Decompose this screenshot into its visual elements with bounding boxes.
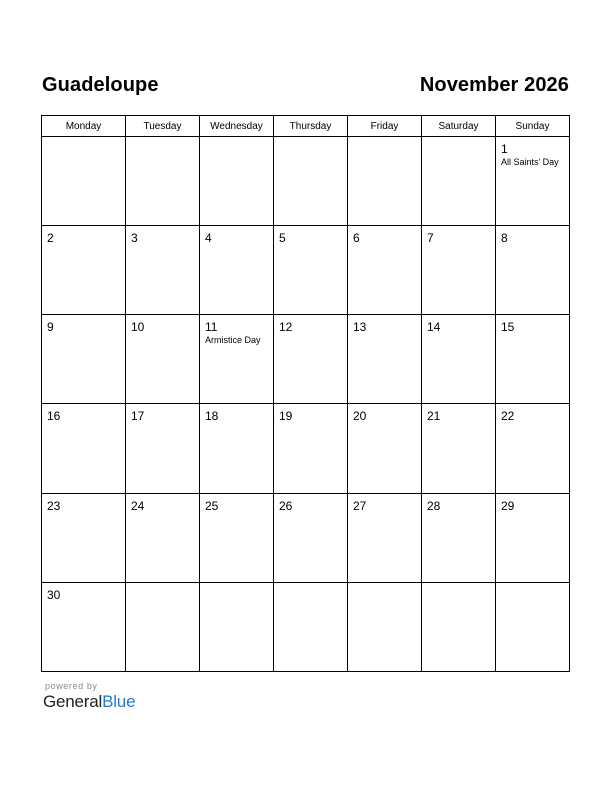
day-number: 22 xyxy=(501,409,515,424)
day-cell xyxy=(126,315,200,404)
day-cell xyxy=(422,226,496,315)
empty-day-cell xyxy=(126,582,200,671)
weekday-label: Tuesday xyxy=(126,116,200,137)
day-number: 25 xyxy=(205,498,219,513)
month-title: November 2026 xyxy=(419,73,569,96)
calendar-weeks xyxy=(42,137,570,672)
day-cell xyxy=(126,404,200,493)
day-cell xyxy=(496,137,570,226)
day-number: 5 xyxy=(279,231,286,246)
day-number: 13 xyxy=(353,320,367,335)
day-number: 10 xyxy=(131,320,145,335)
weekday-label: Thursday xyxy=(274,116,348,137)
day-number: 20 xyxy=(353,409,367,424)
empty-day-cell xyxy=(126,137,200,226)
day-number: 2 xyxy=(47,231,54,246)
day-cell xyxy=(126,226,200,315)
day-cell xyxy=(496,226,570,315)
day-cell xyxy=(274,315,348,404)
day-number: 6 xyxy=(353,231,360,246)
empty-day-cell xyxy=(274,582,348,671)
calendar-header xyxy=(42,70,569,100)
day-number: 26 xyxy=(279,498,293,513)
day-number: 9 xyxy=(47,320,54,335)
day-cell xyxy=(422,315,496,404)
empty-day-cell xyxy=(42,137,126,226)
month-calendar-grid xyxy=(41,115,570,672)
brand-blue-text: Blue xyxy=(102,692,136,711)
day-number: 19 xyxy=(279,409,293,424)
day-cell xyxy=(42,582,126,671)
holiday-label: All Saints’ Day xyxy=(501,157,559,167)
week-row xyxy=(42,315,570,404)
day-cell xyxy=(274,493,348,582)
weekday-label: Sunday xyxy=(496,116,570,137)
weekday-label: Saturday xyxy=(422,116,496,137)
holiday-label: Armistice Day xyxy=(205,335,261,346)
day-number: 8 xyxy=(501,231,508,246)
weekday-label: Wednesday xyxy=(200,116,274,137)
day-number: 11 xyxy=(205,320,218,335)
empty-day-cell xyxy=(200,582,274,671)
footer-branding xyxy=(43,681,135,712)
day-number: 24 xyxy=(131,498,145,513)
day-number: 28 xyxy=(427,498,441,513)
day-cell xyxy=(274,226,348,315)
week-row xyxy=(42,493,570,582)
day-number: 12 xyxy=(279,320,293,335)
day-cell xyxy=(348,404,422,493)
empty-day-cell xyxy=(274,137,348,226)
day-number: 4 xyxy=(205,231,212,246)
day-number: 29 xyxy=(501,498,515,513)
day-number: 30 xyxy=(47,587,61,602)
week-row xyxy=(42,582,570,671)
weekday-label: Monday xyxy=(42,116,126,137)
empty-day-cell xyxy=(348,582,422,671)
day-cell xyxy=(42,315,126,404)
empty-day-cell xyxy=(348,137,422,226)
day-cell xyxy=(348,493,422,582)
week-row xyxy=(42,404,570,493)
empty-day-cell xyxy=(200,137,274,226)
day-cell xyxy=(200,315,274,404)
day-cell xyxy=(200,493,274,582)
brand-general-text: General xyxy=(43,692,103,711)
day-number: 7 xyxy=(427,231,434,246)
day-number: 1 xyxy=(501,142,508,156)
day-cell xyxy=(42,404,126,493)
day-number: 23 xyxy=(47,498,61,513)
day-cell xyxy=(200,226,274,315)
day-cell xyxy=(496,404,570,493)
day-cell xyxy=(42,226,126,315)
day-number: 27 xyxy=(353,498,367,513)
day-number: 14 xyxy=(427,320,441,335)
day-number: 21 xyxy=(427,409,441,424)
day-cell xyxy=(496,315,570,404)
day-number: 17 xyxy=(131,409,145,424)
day-number: 3 xyxy=(131,231,138,246)
day-cell xyxy=(348,315,422,404)
region-title: Guadeloupe xyxy=(42,73,159,96)
day-cell xyxy=(200,404,274,493)
day-cell xyxy=(274,404,348,493)
week-row xyxy=(42,137,570,226)
weekday-label: Friday xyxy=(348,116,422,137)
day-cell xyxy=(496,493,570,582)
week-row xyxy=(42,226,570,315)
powered-by-text: powered by xyxy=(45,681,98,691)
empty-day-cell xyxy=(422,137,496,226)
day-number: 18 xyxy=(205,409,219,424)
day-cell xyxy=(126,493,200,582)
day-cell xyxy=(422,493,496,582)
day-number: 16 xyxy=(47,409,61,424)
empty-day-cell xyxy=(422,582,496,671)
weekday-header-row xyxy=(42,116,570,137)
day-number: 15 xyxy=(501,320,515,335)
brand-logo[interactable] xyxy=(43,692,135,712)
day-cell xyxy=(422,404,496,493)
day-cell xyxy=(42,493,126,582)
day-cell xyxy=(348,226,422,315)
empty-day-cell xyxy=(496,582,570,671)
